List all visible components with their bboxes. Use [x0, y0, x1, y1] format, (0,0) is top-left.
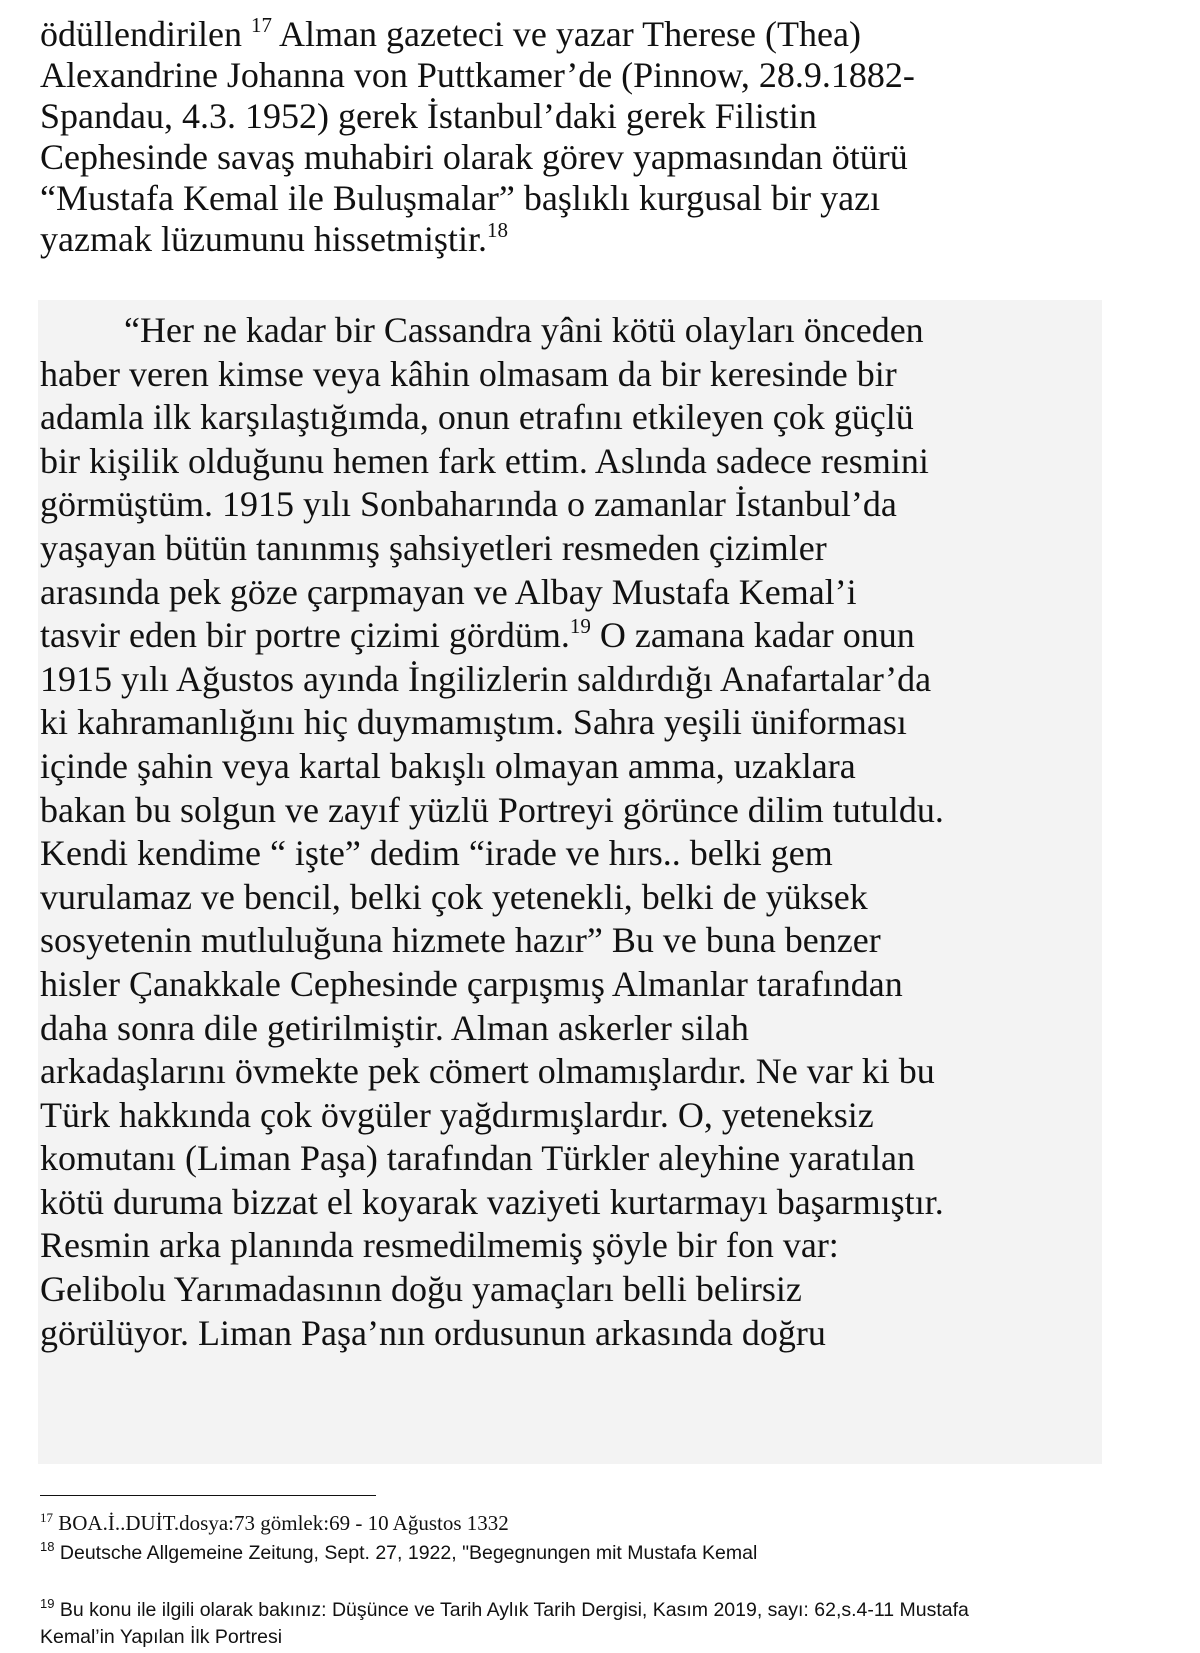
quote-line-8-tail: O zamana kadar onun — [590, 615, 915, 656]
intro-line-6 — [40, 219, 1160, 260]
quote-line-21: kötü duruma bizzat el koyarak vaziyeti kurtarmayı başarmıştır. — [40, 1181, 944, 1222]
quote-line-24: görülüyor. Liman Paşa’nın ordusunun arkasında doğru — [40, 1312, 826, 1353]
intro-line-2: Alexandrine Johanna von Puttkamer’de (Pinnow, 28.9.1882- — [40, 55, 915, 95]
footnote-19-number: 19 — [40, 1596, 55, 1611]
footnote-ref-17[interactable]: 17 — [250, 13, 272, 37]
quote-line-3: adamla ilk karşılaştığımda, onun etrafını etkileyen çok güçlü — [40, 397, 914, 438]
quote-line-22: Resmin arka planında resmedilmemiş şöyle bir fon var: — [40, 1225, 839, 1266]
footnote-18 — [40, 1540, 757, 1566]
quote-line-7: arasında pek göze çarpmayan ve Albay Mustafa Kemal’i — [40, 571, 857, 612]
footnote-19-line-2: Kemal’in Yapılan İlk Portresi — [40, 1626, 283, 1648]
footnote-19-line-1 — [40, 1597, 969, 1624]
quote-line-10: ki kahramanlığını hiç duymamıştım. Sahra yeşili üniforması — [40, 702, 907, 743]
intro-line-5: “Mustafa Kemal ile Buluşmalar” başlıklı kurgusal bir yazı — [40, 178, 881, 218]
footnote-17 — [40, 1510, 509, 1536]
footnote-17-text: BOA.İ..DUİT.dosya:73 gömlek:69 - 10 Ağustos 1332 — [53, 1511, 509, 1535]
footnote-separator — [40, 1495, 376, 1496]
quote-line-6: yaşayan bütün tanınmış şahsiyetleri resmeden çizimler — [40, 527, 827, 568]
quote-line-2: haber veren kimse veya kâhin olmasam da bir keresinde bir — [40, 353, 897, 394]
quote-line-4: bir kişilik olduğunu hemen fark ettim. Aslında sadece resmini — [40, 440, 929, 481]
quote-line-5: görmüştüm. 1915 yılı Sonbaharında o zamanlar İstanbul’da — [40, 484, 897, 525]
intro-line-1 — [40, 14, 1160, 55]
quote-line-9: 1915 yılı Ağustos ayında İngilizlerin saldırdığı Anafartalar’da — [40, 658, 932, 699]
quote-line-12: bakan bu solgun ve zayıf yüzlü Portreyi görünce dilim tutuldu. — [40, 789, 944, 830]
footnote-19-text-1: Bu konu ile ilgili olarak bakınız: Düşünce ve Tarih Aylık Tarih Dergisi, Kasım 2019, sayı: 62,s.4-11 Mustafa — [54, 1599, 969, 1621]
intro-paragraph — [40, 14, 1160, 260]
quote-line-1: “Her ne kadar bir Cassandra yâni kötü olayları önceden — [124, 310, 924, 350]
quote-line-20: komutanı (Liman Paşa) tarafından Türkler aleyhine yaratılan — [40, 1138, 916, 1179]
quote-line-8-text: tasvir eden bir portre çizimi gördüm. — [40, 615, 570, 656]
quote-line-14: vurulamaz ve bencil, belki çok yetenekli, belki de yüksek — [40, 876, 868, 917]
quote-line-11: içinde şahin veya kartal bakışlı olmayan amma, uzaklara — [40, 745, 856, 786]
intro-line-6-text: yazmak lüzumunu hissetmiştir. — [40, 219, 487, 259]
intro-line-4: Cephesinde savaş muhabiri olarak görev yapmasından ötürü — [40, 137, 908, 177]
footnote-ref-18[interactable]: 18 — [486, 218, 508, 242]
quote-line-13: Kendi kendime “ işte” dedim “irade ve hırs.. belki gem — [40, 833, 833, 874]
intro-line-3: Spandau, 4.3. 1952) gerek İstanbul’daki gerek Filistin — [40, 96, 817, 136]
quote-line-18: arkadaşlarını övmekte pek cömert olmamışlardır. Ne var ki bu — [40, 1051, 935, 1092]
quote-line-23: Gelibolu Yarımadasının doğu yamaçları belli belirsiz — [40, 1269, 802, 1310]
footnote-17-number: 17 — [40, 1510, 53, 1525]
quote-line-15: sosyetenin mutluluğuna hizmete hazır” Bu ve buna benzer — [40, 920, 881, 961]
footnote-ref-19[interactable]: 19 — [569, 614, 591, 639]
footnote-18-text: Deutsche Allgemeine Zeitung, Sept. 27, 1922, "Begegnungen mit Mustafa Kemal — [54, 1542, 758, 1564]
quote-line-17: daha sonra dile getirilmiştir. Alman askerler silah — [40, 1007, 749, 1048]
quote-paragraph — [40, 309, 1160, 1355]
intro-line-1-text-a: ödüllendirilen — [40, 14, 251, 54]
intro-line-1-text-b: Alman gazeteci ve yazar Therese (Thea) — [271, 14, 861, 54]
quote-line-19: Türk hakkında çok övgüler yağdırmışlardır. O, yeteneksiz — [40, 1094, 874, 1135]
footnote-19 — [40, 1597, 969, 1651]
quote-line-8 — [40, 614, 1160, 658]
quote-line-16: hisler Çanakkale Cephesinde çarpışmış Almanlar tarafından — [40, 963, 903, 1004]
footnote-18-number: 18 — [40, 1539, 55, 1554]
